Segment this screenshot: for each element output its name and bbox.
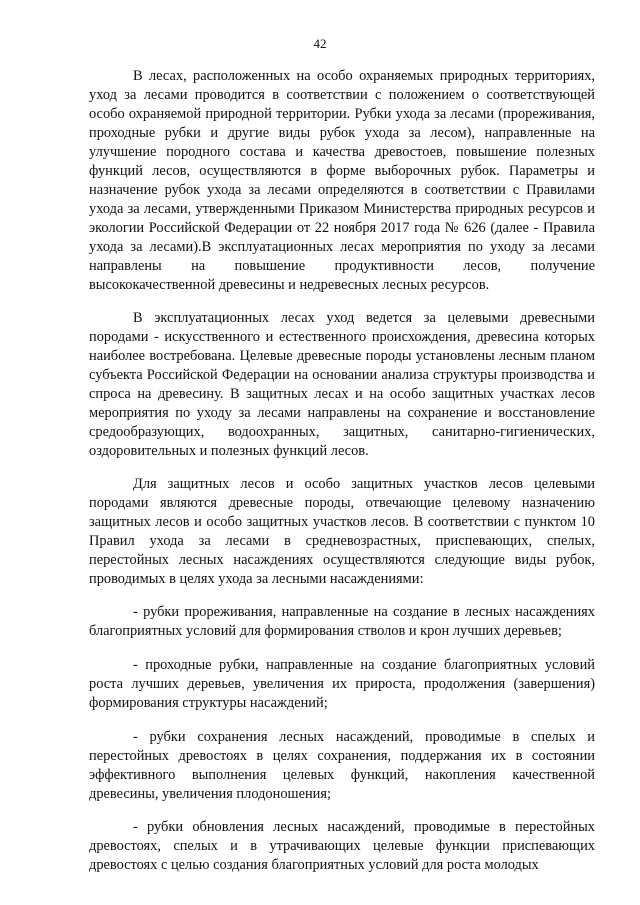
page-number: 42 bbox=[313, 36, 327, 51]
list-item-renewal-cutting: - рубки обновления лесных насаждений, проводимые в перестойных древостоях, спелых и в утрачивающих целевые функции приспевающих древостоях с целью создания благоприятных условий для роста молодых bbox=[89, 819, 595, 873]
list-item-preservation-cutting: - рубки сохранения лесных насаждений, проводимые в спелых и перестойных древостоях в целях сохранения, поддержания их в состоянии эффективного выполнения целевых функций, накопления качественной древесины, увеличения плодоношения; bbox=[89, 729, 595, 802]
paragraph-protected-areas: В лесах, расположенных на особо охраняемых природных территориях, уход за лесами проводится в соответствии с положением о соответствующей особо охраняемой природной территории. Рубки ухода за лесами (прореживания, проходные рубки и другие виды рубок ухода за лесом), направленные на улучшение породного состава и качества древостоев, повышение полезных функций лесов, осуществляются в форме выборочных рубок. Параметры и назначение рубок ухода за лесами определяются в соответствии с Правилами ухода за лесами, утвержденными Приказом Министерства природных ресурсов и экологии Российской Федерации от 22 ноября 2017 года № 626 (далее - Правила ухода за лесами).В эксплуатационных лесах мероприятия по уходу за лесами направлены на повышение продуктивности лесов, получение высококачественной древесины и недревесных лесных ресурсов. bbox=[89, 68, 595, 293]
document-body bbox=[89, 67, 595, 875]
paragraph-exploitation-forests: В эксплуатационных лесах уход ведется за целевыми древесными породами - искусственного и естественного происхождения, древесина которых наиболее востребована. Целевые древесные породы установлены лесным планом субъекта Российской Федерации на основании анализа структуры производства и спроса на древесину. В защитных лесах и на особо защитных участках лесов мероприятия по уходу за лесами направлены на сохранение и восстановление средообразующих, водоохранных, защитных, санитарно-гигиенических, оздоровительных и полезных функций лесов. bbox=[89, 310, 595, 459]
list-item-thinning: - рубки прореживания, направленные на создание в лесных насаждениях благоприятных условий для формирования стволов и крон лучших деревьев; bbox=[89, 604, 595, 639]
paragraph-protective-forests: Для защитных лесов и особо защитных участков лесов целевыми породами являются древесные породы, отвечающие целевому назначению защитных лесов и особо защитных участков лесов. В соответствии с пунктом 10 Правил ухода за лесами в средневозрастных, приспевающих, спелых, перестойных лесных насаждениях осуществляются следующие виды рубок, проводимых в целях ухода за лесными насаждениями: bbox=[89, 476, 595, 587]
list-item-passage-cutting: - проходные рубки, направленные на создание благоприятных условий роста лучших деревьев, увеличения их прироста, продолжения (завершения) формирования структуры насаждений; bbox=[89, 657, 595, 711]
